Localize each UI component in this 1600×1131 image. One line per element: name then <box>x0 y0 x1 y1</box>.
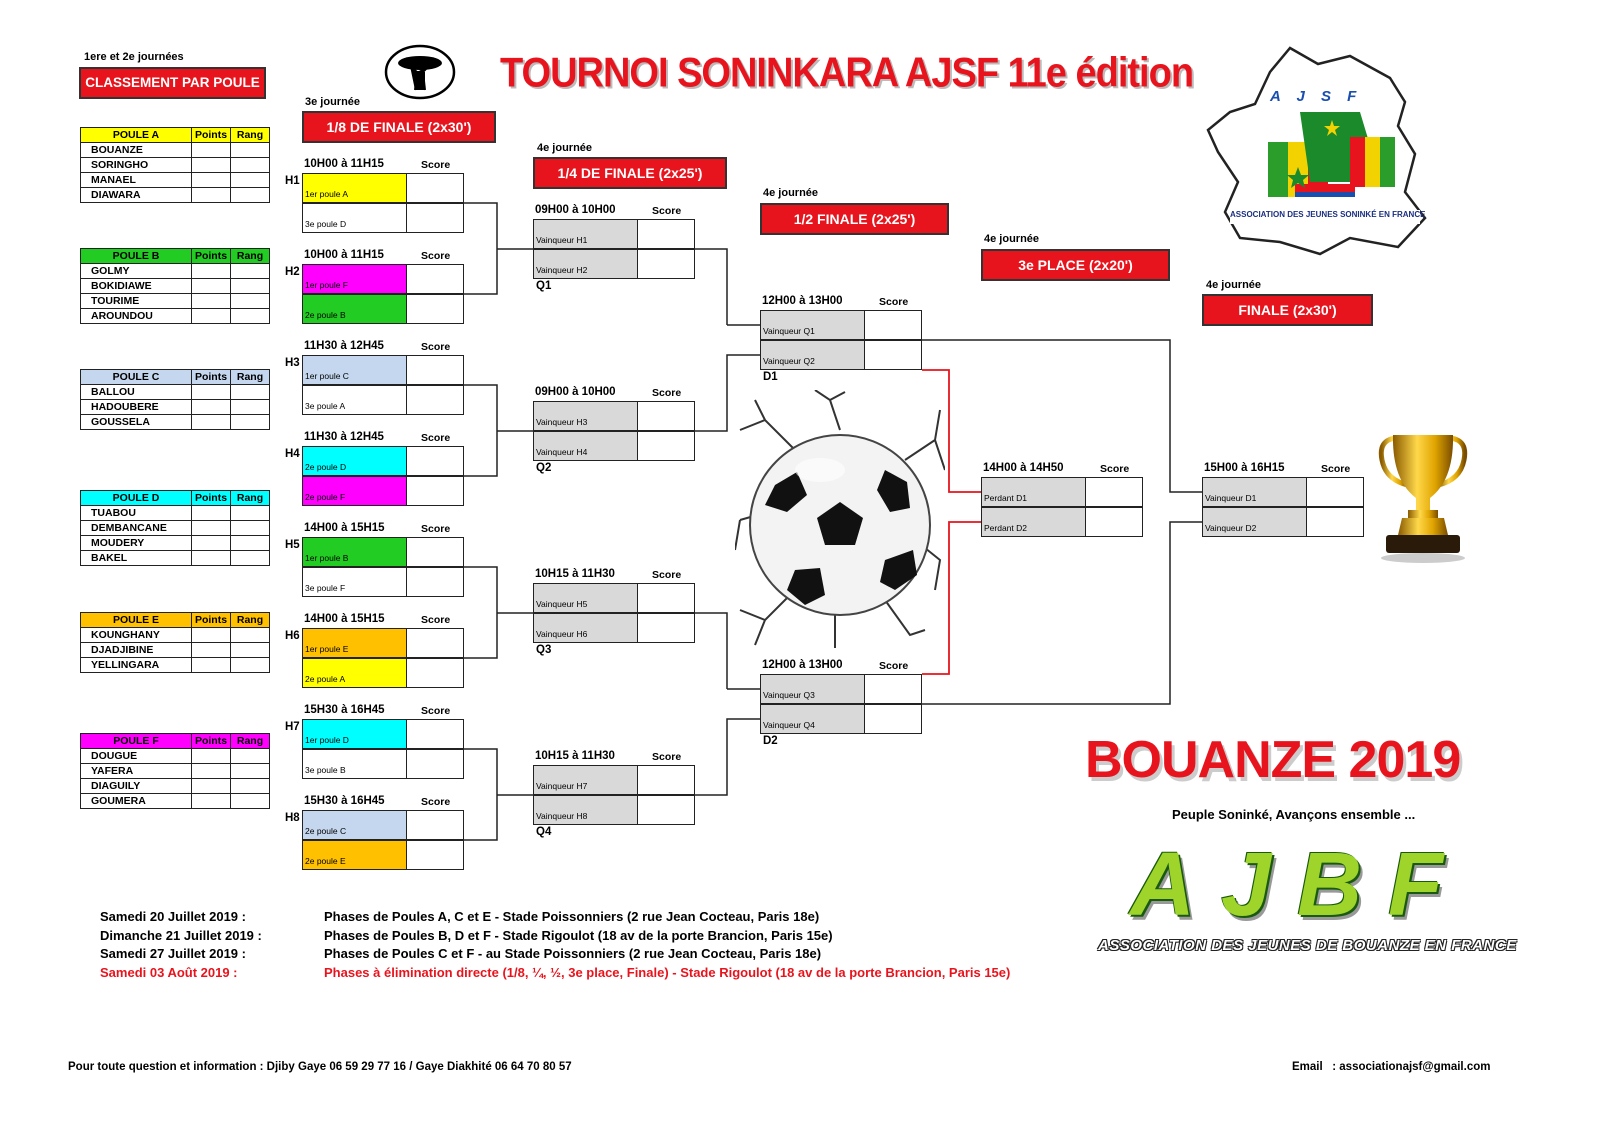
ajsf-caption: ASSOCIATION DES JEUNES SONINKÉ EN FRANCE <box>1230 210 1426 219</box>
rang-header: Rang <box>231 249 270 264</box>
team-slot: 1er poule E <box>302 628 408 658</box>
score-label: Score <box>652 569 682 581</box>
tournament-title: TOURNOI SONINKARA AJSF 11e édition <box>500 50 1194 97</box>
team-name: AROUNDOU <box>81 309 192 324</box>
match-id: H7 <box>285 721 300 733</box>
score-label: Score <box>421 523 451 535</box>
slogan: Peuple Soninké, Avançons ensemble ... <box>1172 807 1416 822</box>
schedule-description: Phases à élimination directe (1/8, ¼, ½, 3e place, Finale) - Stade Rigoulot (18 av de la porte Brancion, Paris 15e) <box>324 964 1011 980</box>
team-name: BALLOU <box>81 385 192 400</box>
ajbf-caption: ASSOCIATION DES JEUNES DE BOUANZE EN FRANCE <box>1098 937 1517 954</box>
team-slot: Vainqueur D1 <box>1202 477 1308 507</box>
team-slot: 2e poule F <box>302 476 408 506</box>
match-time: 12H00 à 13H00 <box>762 295 843 307</box>
r16-banner: 1/8 DE FINALE (2x30') <box>302 111 496 143</box>
rang-header: Rang <box>231 491 270 506</box>
days-12-label: 1ere et 2e journées <box>84 51 184 63</box>
points-header: Points <box>192 613 231 628</box>
score-label: Score <box>879 296 909 308</box>
team-name: DEMBANCANE <box>81 521 192 536</box>
sf-banner: 1/2 FINALE (2x25') <box>760 203 949 235</box>
team-slot: 2e poule D <box>302 446 408 476</box>
score-label: Score <box>421 250 451 262</box>
final-banner: FINALE (2x30') <box>1202 294 1373 326</box>
match-time: 14H00 à 15H15 <box>304 522 385 534</box>
match-time: 10H00 à 11H15 <box>304 249 384 261</box>
team-slot: 1er poule F <box>302 264 408 294</box>
team-slot: Vainqueur H3 <box>533 401 639 431</box>
contact-info: Pour toute question et information : Djiby Gaye 06 59 29 77 16 / Gaye Diakhité 06 64 70 80 57 <box>68 1061 572 1073</box>
ajsf-logo <box>1200 42 1440 257</box>
match-time: 09H00 à 10H00 <box>535 204 616 216</box>
match-time: 15H00 à 16H15 <box>1204 462 1285 474</box>
team-name: DOUGUE <box>81 749 192 764</box>
qf-banner: 1/4 DE FINALE (2x25') <box>533 157 727 189</box>
score-label: Score <box>421 614 451 626</box>
poule-name: POULE B <box>81 249 192 264</box>
team-slot: 1er poule B <box>302 537 408 567</box>
poule-name: POULE C <box>81 370 192 385</box>
team-slot: 2e poule C <box>302 810 408 840</box>
schedule-date: Samedi 20 Juillet 2019 : <box>100 909 246 924</box>
match-id: H4 <box>285 448 300 460</box>
team-slot: 2e poule E <box>302 840 408 870</box>
team-slot: Vainqueur D2 <box>1202 507 1308 537</box>
rang-header: Rang <box>231 370 270 385</box>
sf-day: 4e journée <box>763 187 819 199</box>
team-slot: Vainqueur Q1 <box>760 310 866 340</box>
score-label: Score <box>421 796 451 808</box>
team-name: GOUSSELA <box>81 415 192 430</box>
team-slot: Vainqueur H7 <box>533 765 639 795</box>
ajbf-logo-letters: AJBF <box>1130 835 1470 935</box>
team-slot: Vainqueur H2 <box>533 249 639 279</box>
schedule-description: Phases de Poules C et F - au Stade Poissonniers (2 rue Jean Cocteau, Paris 18e) <box>324 946 822 961</box>
team-slot: 1er poule C <box>302 355 408 385</box>
team-slot: Vainqueur Q4 <box>760 704 866 734</box>
team-name: TUABOU <box>81 506 192 521</box>
poule-name: POULE D <box>81 491 192 506</box>
schedule-date: Samedi 27 Juillet 2019 : <box>100 946 246 961</box>
team-name: MOUDERY <box>81 536 192 551</box>
team-name: SORINGHO <box>81 158 192 173</box>
team-name: MANAEL <box>81 173 192 188</box>
points-header: Points <box>192 491 231 506</box>
team-slot: 2e poule A <box>302 658 408 688</box>
team-slot: 3e poule A <box>302 385 408 415</box>
match-id: H6 <box>285 630 300 642</box>
match-time: 11H30 à 12H45 <box>304 340 384 352</box>
team-slot: Vainqueur H6 <box>533 613 639 643</box>
rang-header: Rang <box>231 734 270 749</box>
match-time: 12H00 à 13H00 <box>762 659 843 671</box>
team-slot: Vainqueur Q2 <box>760 340 866 370</box>
team-name: GOLMY <box>81 264 192 279</box>
rang-header: Rang <box>231 128 270 143</box>
poule-name: POULE E <box>81 613 192 628</box>
third-banner: 3e PLACE (2x20') <box>981 249 1170 281</box>
score-label: Score <box>421 432 451 444</box>
match-id: D2 <box>763 735 778 747</box>
team-slot: Vainqueur H1 <box>533 219 639 249</box>
match-time: 11H30 à 12H45 <box>304 431 384 443</box>
score-label: Score <box>421 705 451 717</box>
match-id: Q2 <box>536 462 552 474</box>
match-id: H1 <box>285 175 300 187</box>
score-label: Score <box>1100 463 1130 475</box>
ajsf-letters: A J S F <box>1270 88 1363 105</box>
team-name: BAKEL <box>81 551 192 566</box>
team-slot: 3e poule D <box>302 203 408 233</box>
team-slot: 2e poule B <box>302 294 408 324</box>
match-time: 09H00 à 10H00 <box>535 386 616 398</box>
team-slot: Perdant D2 <box>981 507 1087 537</box>
match-id: H3 <box>285 357 300 369</box>
email-info: Email : associationajsf@gmail.com <box>1292 1061 1491 1073</box>
match-id: H5 <box>285 539 300 551</box>
team-slot: Perdant D1 <box>981 477 1087 507</box>
classement-banner: CLASSEMENT PAR POULE <box>79 67 266 99</box>
schedule-date: Samedi 03 Août 2019 : <box>100 964 238 980</box>
team-name: YELLINGARA <box>81 658 192 673</box>
team-name: TOURIME <box>81 294 192 309</box>
schedule-description: Phases de Poules A, C et E - Stade Poissonniers (2 rue Jean Cocteau, Paris 18e) <box>324 909 820 924</box>
match-time: 15H30 à 16H45 <box>304 704 385 716</box>
score-label: Score <box>421 159 451 171</box>
match-id: Q1 <box>536 280 552 292</box>
match-time: 15H30 à 16H45 <box>304 795 385 807</box>
trophy-icon <box>1378 430 1468 565</box>
soccer-ball-image <box>735 390 945 650</box>
team-slot: Vainqueur H8 <box>533 795 639 825</box>
points-header: Points <box>192 128 231 143</box>
bouanze-2019-title: BOUANZE 2019 <box>1085 731 1461 789</box>
team-name: YAFERA <box>81 764 192 779</box>
points-header: Points <box>192 370 231 385</box>
team-name: DIAWARA <box>81 188 192 203</box>
match-id: H2 <box>285 266 300 278</box>
rang-header: Rang <box>231 613 270 628</box>
score-label: Score <box>879 660 909 672</box>
third-day: 4e journée <box>984 233 1040 245</box>
team-name: HADOUBERE <box>81 400 192 415</box>
final-day: 4e journée <box>1206 279 1262 291</box>
match-id: D1 <box>763 371 778 383</box>
match-time: 10H15 à 11H30 <box>535 750 615 762</box>
qf-day: 4e journée <box>537 142 593 154</box>
score-label: Score <box>652 387 682 399</box>
schedule-description: Phases de Poules B, D et F - Stade Rigoulot (18 av de la porte Brancion, Paris 15e) <box>324 927 833 943</box>
match-time: 10H15 à 11H30 <box>535 568 615 580</box>
match-id: Q3 <box>536 644 552 656</box>
poule-name: POULE A <box>81 128 192 143</box>
team-slot: 3e poule B <box>302 749 408 779</box>
score-label: Score <box>652 751 682 763</box>
score-label: Score <box>421 341 451 353</box>
team-name: GOUMERA <box>81 794 192 809</box>
match-id: Q4 <box>536 826 552 838</box>
poule-name: POULE F <box>81 734 192 749</box>
team-name: BOKIDIAWE <box>81 279 192 294</box>
team-slot: Vainqueur Q3 <box>760 674 866 704</box>
team-slot: 3e poule F <box>302 567 408 597</box>
team-name: KOUNGHANY <box>81 628 192 643</box>
match-id: H8 <box>285 812 300 824</box>
team-slot: 1er poule A <box>302 173 408 203</box>
score-label: Score <box>1321 463 1351 475</box>
match-time: 10H00 à 11H15 <box>304 158 384 170</box>
team-name: DIAGUILY <box>81 779 192 794</box>
team-slot: Vainqueur H4 <box>533 431 639 461</box>
score-label: Score <box>652 205 682 217</box>
team-slot: Vainqueur H5 <box>533 583 639 613</box>
match-time: 14H00 à 15H15 <box>304 613 385 625</box>
points-header: Points <box>192 734 231 749</box>
r16-day: 3e journée <box>305 96 361 108</box>
team-name: BOUANZE <box>81 143 192 158</box>
team-name: DJADJIBINE <box>81 643 192 658</box>
points-header: Points <box>192 249 231 264</box>
match-time: 14H00 à 14H50 <box>983 462 1064 474</box>
team-slot: 1er poule D <box>302 719 408 749</box>
schedule-date: Dimanche 21 Juillet 2019 : <box>100 927 262 943</box>
